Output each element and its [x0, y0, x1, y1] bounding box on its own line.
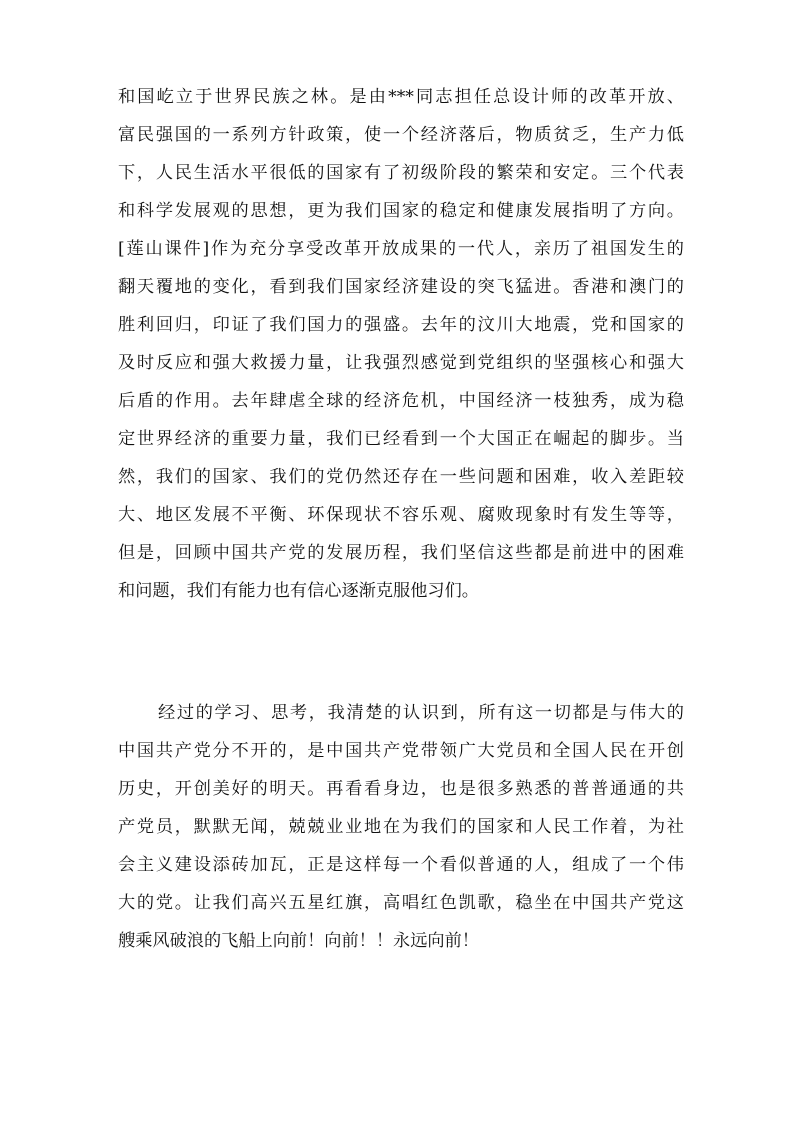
paragraph-line: 经过的学习、思考，我清楚的认识到，所有这一切都是与伟大的 — [158, 703, 684, 723]
paragraph-line: 定世界经济的重要力量，我们已经看到一个大国正在崛起的脚步。当 — [118, 429, 684, 449]
paragraph-2 — [118, 694, 684, 960]
paragraph-line: 中国共产党分不开的，是中国共产党带领广大党员和全国人民在开创 — [118, 741, 684, 761]
paragraph-line: [莲山课件]作为充分享受改革开放成果的一代人，亲历了祖国发生的 — [118, 239, 684, 259]
paragraph-line: 和科学发展观的思想，更为我们国家的稳定和健康发展指明了方向。 — [118, 201, 684, 221]
paragraph-line: 产党员，默默无闻，兢兢业业地在为我们的国家和人民工作着，为社 — [118, 817, 684, 837]
paragraph-line: 胜利回归，印证了我们国力的强盛。去年的汶川大地震，党和国家的 — [118, 315, 684, 335]
paragraph-line: 下，人民生活水平很低的国家有了初级阶段的繁荣和安定。三个代表 — [118, 163, 684, 183]
paragraph-line: 历史，开创美好的明天。再看看身边，也是很多熟悉的普普通通的共 — [118, 779, 684, 799]
paragraph-line: 及时反应和强大救援力量，让我强烈感觉到党组织的坚强核心和强大 — [118, 353, 684, 373]
paragraph-1 — [118, 78, 684, 610]
paragraph-line: 富民强国的一系列方针政策，使一个经济落后，物质贫乏，生产力低 — [118, 125, 684, 145]
paragraph-line: 和国屹立于世界民族之林。是由***同志担任总设计师的改革开放、 — [118, 87, 684, 107]
paragraph-line: 会主义建设添砖加瓦，正是这样每一个看似普通的人，组成了一个伟 — [118, 855, 684, 875]
paragraph-line: 翻天覆地的变化，看到我们国家经济建设的突飞猛进。香港和澳门的 — [118, 277, 684, 297]
paragraph-line: 大的党。让我们高兴五星红旗，高唱红色凯歌，稳坐在中国共产党这 — [118, 893, 684, 913]
paragraph-line: 艘乘风破浪的飞船上向前！向前！！永远向前！ — [118, 931, 479, 951]
paragraph-line: 然，我们的国家、我们的党仍然还存在一些问题和困难，收入差距较 — [118, 467, 684, 487]
paragraph-line: 和问题，我们有能力也有信心逐渐克服他习们。 — [118, 581, 479, 601]
paragraph-line: 但是，回顾中国共产党的发展历程，我们坚信这些都是前进中的困难 — [118, 543, 684, 563]
paragraph-line: 后盾的作用。去年肆虐全球的经济危机，中国经济一枝独秀，成为稳 — [118, 391, 684, 411]
paragraph-line: 大、地区发展不平衡、环保现状不容乐观、腐败现象时有发生等等， — [118, 505, 684, 525]
